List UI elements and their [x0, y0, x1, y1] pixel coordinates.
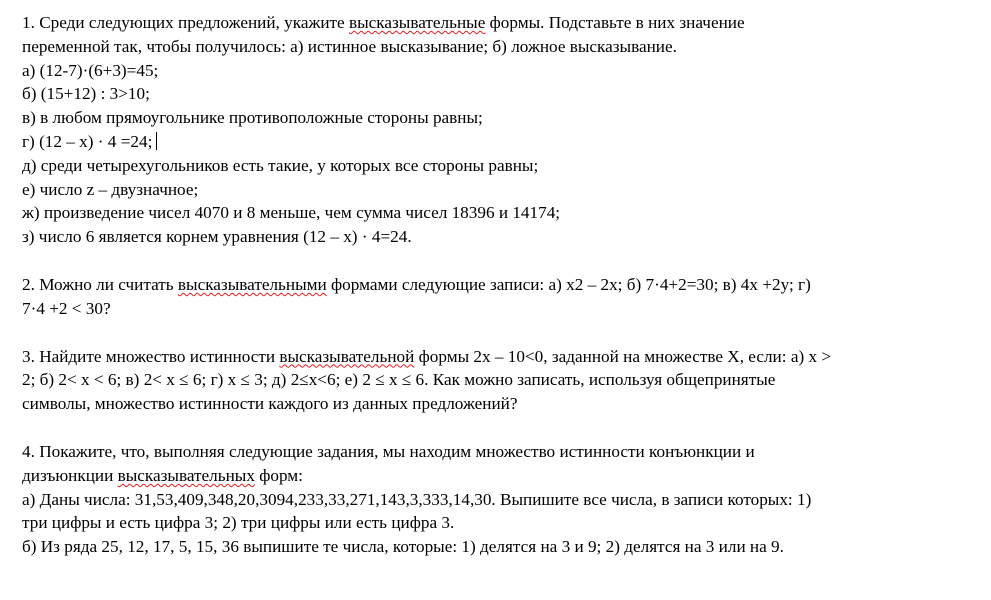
task2-text: формами следующие записи: а) х2 – 2х; б) 7·4+2=30; в) 4х +2у; г) — [326, 274, 811, 294]
text-cursor — [156, 132, 157, 150]
task1-item-a: а) (12-7)·(6+3)=45; — [22, 60, 159, 80]
task4-line-1: 4. Покажите, что, выполняя следующие задания, мы находим множество истинности конъюнкции и — [22, 441, 755, 461]
paragraph-gap — [22, 321, 977, 345]
task1-item-e: е) число z – двузначное; — [22, 179, 199, 199]
task1-text: формы. Подставьте в них значение — [485, 13, 745, 32]
task2-line-2: 7·4 +2 < 30? — [22, 298, 111, 318]
task4-text: форм: — [254, 465, 303, 485]
task2-text: 2. Можно ли считать — [22, 274, 178, 294]
task1-text: 1. Среди следующих предложений, укажите — [22, 13, 349, 32]
task4-text: дизъюнкции — [22, 465, 118, 485]
task1-item-z: з) число 6 является корнем уравнения (12 – х) · 4=24. — [22, 227, 412, 247]
task3-line-2: 2; б) 2< х < 6; в) 2< х ≤ 6; г) х ≤ 3; д) 2≤х<6; е) 2 ≤ х ≤ 6. Как можно записать, используя общепринятые — [22, 370, 776, 390]
task1-item-g — [22, 130, 977, 154]
task3-text: формы 2х – 10<0, заданной на множестве Х, если: а) х > — [414, 346, 832, 366]
task4-line-2 — [22, 464, 977, 488]
task1-item-g-text: г) (12 – х) · 4 =24; — [22, 131, 153, 151]
task3-line-1 — [22, 345, 977, 369]
task3-text: 3. Найдите множество истинности — [22, 346, 280, 366]
document-body[interactable] — [22, 11, 977, 559]
paragraph-gap — [22, 249, 977, 273]
task2-line-1 — [22, 273, 977, 297]
task1-item-d: д) среди четырехугольников есть такие, у которых все стороны равны; — [22, 155, 539, 175]
task4-line-3: а) Даны числа: 31,53,409,348,20,3094,233,33,271,143,3,333,14,30. Выпишите все числа, в записи которых: 1) — [22, 489, 812, 509]
task3-line-3: символы, множество истинности каждого из данных предложений? — [22, 394, 518, 414]
task4-line-5: б) Из ряда 25, 12, 17, 5, 15, 36 выпишите те числа, которые: 1) делятся на 3 и 9; 2) делятся на 3 или на 9. — [22, 537, 784, 557]
task1-line-2: переменной так, чтобы получилось: а) истинное высказывание; б) ложное высказывание. — [22, 36, 677, 56]
spelling-error-word[interactable]: высказывательных — [117, 465, 255, 485]
task4-line-4: три цифры и есть цифра 3; 2) три цифры или есть цифра 3. — [22, 513, 455, 533]
spelling-error-word[interactable]: высказывательной — [279, 346, 415, 366]
task1-item-b: б) (15+12) : 3>10; — [22, 84, 150, 104]
spelling-error-word[interactable]: высказывательными — [177, 274, 327, 294]
task1-item-v: в) в любом прямоугольнике противоположные стороны равны; — [22, 108, 483, 128]
task1-item-zh: ж) произведение чисел 4070 и 8 меньше, чем сумма чисел 18396 и 14174; — [22, 203, 561, 223]
spelling-error-word[interactable]: высказывательные — [348, 13, 486, 32]
paragraph-gap — [22, 416, 977, 440]
task1-line-1 — [22, 11, 977, 35]
